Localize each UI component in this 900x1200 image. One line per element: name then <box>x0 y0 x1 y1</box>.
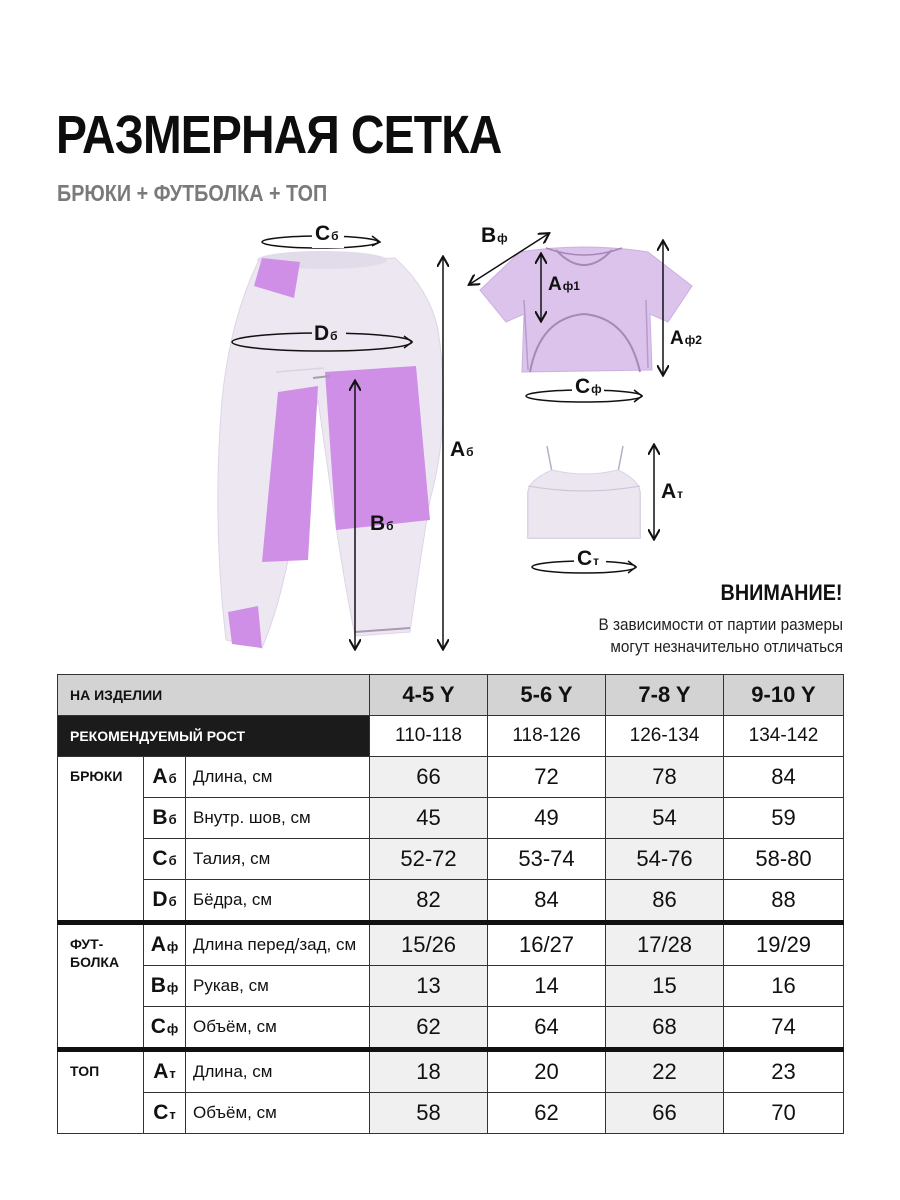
measure-value: 84 <box>724 757 844 798</box>
table-row <box>58 966 844 1007</box>
measure-value: 15 <box>606 966 724 1007</box>
measure-value: 13 <box>370 966 488 1007</box>
measure-code: Аб <box>144 757 186 798</box>
measure-code: Вб <box>144 798 186 839</box>
measure-value: 14 <box>488 966 606 1007</box>
measure-value: 20 <box>488 1050 606 1093</box>
size-column-header: 7-8 Y <box>606 675 724 716</box>
measure-value: 15/26 <box>370 923 488 966</box>
measure-code: Сб <box>144 839 186 880</box>
svg-text:Сф: Сф <box>575 375 602 398</box>
measure-value: 58 <box>370 1093 488 1134</box>
svg-text:Ст: Ст <box>577 547 600 570</box>
table-row <box>58 1093 844 1134</box>
measure-value: 84 <box>488 880 606 923</box>
table-row <box>58 880 844 923</box>
pants-length-measure <box>443 258 474 648</box>
table-row <box>58 923 844 966</box>
table-row <box>58 839 844 880</box>
svg-text:Аф2: Аф2 <box>670 328 702 349</box>
measure-code: Ст <box>144 1093 186 1134</box>
measure-value: 59 <box>724 798 844 839</box>
measure-code: Ат <box>144 1050 186 1093</box>
measure-value: 17/28 <box>606 923 724 966</box>
measure-value: 62 <box>488 1093 606 1134</box>
measure-value: 66 <box>370 757 488 798</box>
header-label: НА ИЗДЕЛИИ <box>58 675 370 716</box>
table-row <box>58 757 844 798</box>
measure-value: 54-76 <box>606 839 724 880</box>
measure-code: Вф <box>144 966 186 1007</box>
table-row <box>58 1050 844 1093</box>
measure-code: Dб <box>144 880 186 923</box>
measure-value: 68 <box>606 1007 724 1050</box>
measure-name: Объём, см <box>186 1007 370 1050</box>
pants-illustration <box>218 251 444 648</box>
measure-value: 88 <box>724 880 844 923</box>
measure-value: 82 <box>370 880 488 923</box>
measure-name: Бёдра, см <box>186 880 370 923</box>
notice-heading: ВНИМАНИЕ! <box>721 580 843 605</box>
svg-text:Dб: Dб <box>314 322 338 345</box>
measure-value: 16/27 <box>488 923 606 966</box>
measure-name: Длина, см <box>186 757 370 798</box>
measure-value: 64 <box>488 1007 606 1050</box>
top-illustration <box>528 446 640 538</box>
notice-body <box>519 614 843 658</box>
notice-line: В зависимости от партии размеры <box>598 615 843 634</box>
measure-value: 23 <box>724 1050 844 1093</box>
measure-name: Объём, см <box>186 1093 370 1134</box>
measure-value: 58-80 <box>724 839 844 880</box>
measure-name: Рукав, см <box>186 966 370 1007</box>
measure-value: 78 <box>606 757 724 798</box>
measure-value: 54 <box>606 798 724 839</box>
measure-value: 70 <box>724 1093 844 1134</box>
recommended-height-label: РЕКОМЕНДУЕМЫЙ РОСТ <box>58 716 370 757</box>
measure-name: Талия, см <box>186 839 370 880</box>
pants-waist-measure <box>262 222 380 248</box>
size-table <box>57 674 844 1134</box>
measure-code: Сф <box>144 1007 186 1050</box>
svg-text:Вб: Вб <box>370 512 394 535</box>
svg-text:Сб: Сб <box>315 222 339 245</box>
measure-value: 62 <box>370 1007 488 1050</box>
table-row <box>58 798 844 839</box>
page-title: РАЗМЕРНАЯ СЕТКА <box>56 105 502 165</box>
measure-value: 86 <box>606 880 724 923</box>
size-column-header: 9-10 Y <box>724 675 844 716</box>
height-value: 118-126 <box>488 716 606 757</box>
measure-name: Длина, см <box>186 1050 370 1093</box>
svg-text:Вф: Вф <box>481 224 508 247</box>
measure-value: 45 <box>370 798 488 839</box>
size-column-header: 4-5 Y <box>370 675 488 716</box>
measure-value: 22 <box>606 1050 724 1093</box>
group-label-tshirt: ФУТ- БОЛКА <box>58 923 144 1050</box>
height-value: 126-134 <box>606 716 724 757</box>
tshirt-illustration <box>480 247 692 372</box>
measure-value: 52-72 <box>370 839 488 880</box>
measure-value: 19/29 <box>724 923 844 966</box>
tshirt-volume-measure <box>526 375 642 402</box>
measure-value: 16 <box>724 966 844 1007</box>
measure-value: 18 <box>370 1050 488 1093</box>
measure-value: 53-74 <box>488 839 606 880</box>
notice-line: могут незначительно отличаться <box>610 637 843 656</box>
svg-text:Аф1: Аф1 <box>548 274 580 295</box>
group-label-pants: БРЮКИ <box>58 757 144 923</box>
height-value: 110-118 <box>370 716 488 757</box>
recommended-height-row <box>58 716 844 757</box>
size-column-header: 5-6 Y <box>488 675 606 716</box>
measure-name: Внутр. шов, см <box>186 798 370 839</box>
measure-value: 49 <box>488 798 606 839</box>
top-volume-measure <box>532 547 636 573</box>
measure-value: 74 <box>724 1007 844 1050</box>
svg-text:Ат: Ат <box>661 480 684 503</box>
page-subtitle: БРЮКИ + ФУТБОЛКА + ТОП <box>57 180 328 206</box>
size-header-row <box>58 675 844 716</box>
measure-code: Аф <box>144 923 186 966</box>
height-value: 134-142 <box>724 716 844 757</box>
table-row <box>58 1007 844 1050</box>
measure-name: Длина перед/зад, см <box>186 923 370 966</box>
measure-value: 66 <box>606 1093 724 1134</box>
top-length-measure <box>654 446 683 538</box>
svg-text:Аб: Аб <box>450 438 474 461</box>
group-label-top: ТОП <box>58 1050 144 1134</box>
measure-value: 72 <box>488 757 606 798</box>
